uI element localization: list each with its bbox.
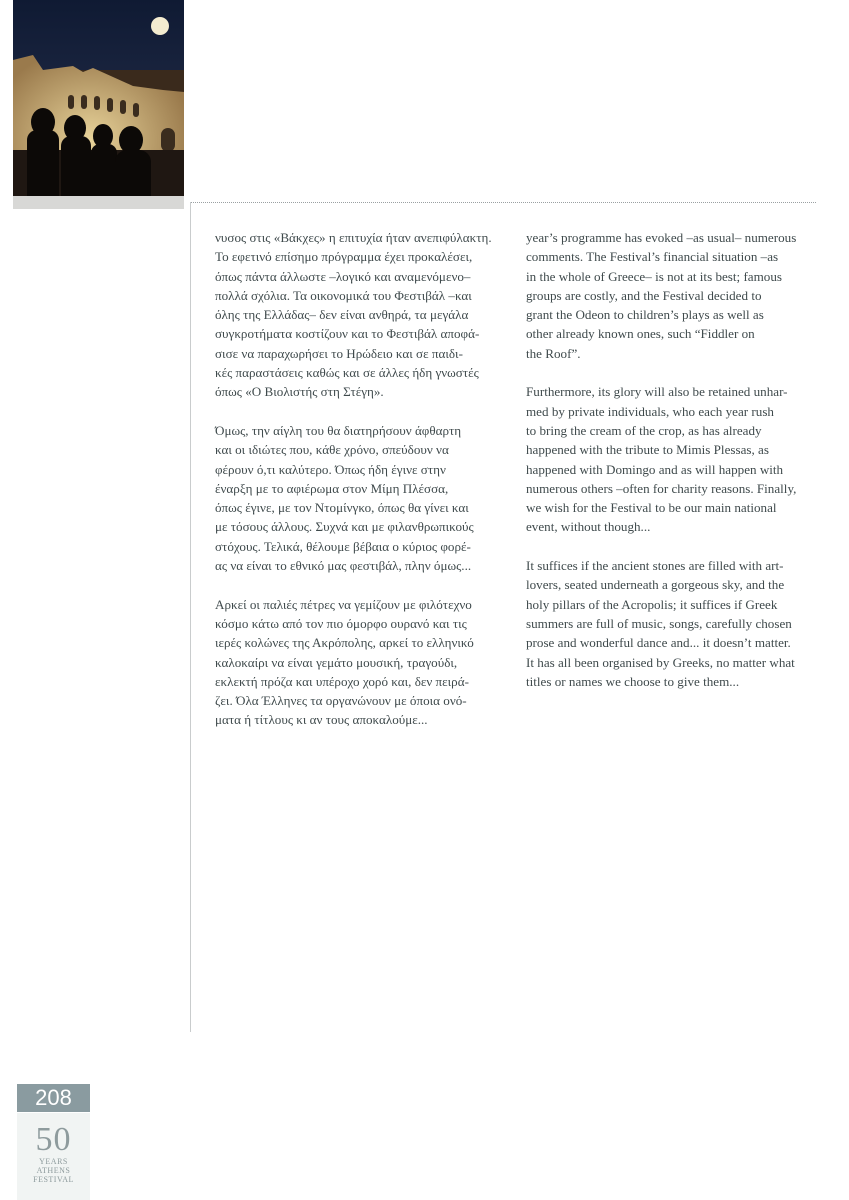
text-line: in the whole of Greece– is not at its best; famous — [526, 268, 782, 284]
page-number: 208 — [17, 1084, 90, 1112]
logo-line-festival: FESTIVAL — [33, 1175, 74, 1184]
text-line: holy pillars of the Acropolis; it suffices if Greek — [526, 596, 778, 612]
text-line: lovers, seated underneath a gorgeous sky, and the — [526, 577, 785, 593]
text-line: εκλεκτή πρόζα και υπέροχο χορό και, δεν πειρά- — [215, 673, 469, 689]
text-line: grant the Odeon to children’s plays as well as — [526, 307, 764, 323]
header-rule — [190, 202, 816, 203]
english-paragraph-3 — [526, 556, 818, 691]
text-line: καλοκαίρι να είναι γεμάτο μουσική, τραγούδι, — [215, 654, 458, 670]
text-line: prose and wonderful dance and... it doesn’t matter. — [526, 635, 791, 651]
greek-paragraph-3 — [215, 595, 513, 730]
text-line: happened with Domingo and as will happen with — [526, 461, 784, 477]
text-line: πολλά σχόλια. Τα οικονομικά του Φεστιβάλ –και — [215, 287, 472, 303]
text-line: κόσμο κάτω από τον πιο όμορφο ουρανό και τις — [215, 615, 467, 631]
text-line: the Roof”. — [526, 345, 581, 361]
logo-number: 50 — [35, 1121, 72, 1158]
text-line: Αρκεί οι παλιές πέτρες να γεμίζουν με φιλότεχνο — [215, 596, 472, 612]
text-line: και οι ιδιώτες που, κάθε χρόνο, σπεύδουν να — [215, 442, 449, 458]
text-line: όλης της Ελλάδας– δεν είναι ανθηρά, τα μεγάλα — [215, 307, 469, 323]
english-paragraph-2 — [526, 382, 818, 536]
greek-paragraph-1 — [215, 228, 513, 402]
greek-paragraph-2 — [215, 421, 513, 575]
text-line: groups are costly, and the Festival decided to — [526, 287, 762, 303]
text-line: It suffices if the ancient stones are filled with art- — [526, 558, 784, 574]
logo-line-years: YEARS — [39, 1157, 68, 1166]
text-line: ματα ή τίτλους κι αν τους αποκαλούμε... — [215, 712, 428, 728]
text-line: όπως έγινε, με τον Ντομίνγκο, όπως θα γίνει και — [215, 500, 469, 516]
text-line: φέρουν ό,τι καλύτερο. Όπως ήδη έγινε στην — [215, 461, 446, 477]
column-divider — [190, 202, 191, 1032]
text-line: happened with the tribute to Mimis Plessas, as — [526, 442, 769, 458]
text-line: numerous others –often for charity reasons. Finally, — [526, 480, 797, 496]
text-line: κές παραστάσεις καθώς και σε άλλες ήδη γνωστές — [215, 365, 479, 381]
text-line: we wish for the Festival to be our main national — [526, 500, 777, 516]
text-line: νυσος στις «Βάκχες» η επιτυχία ήταν ανεπιφύλακτη. — [215, 230, 492, 245]
text-line: όπως πάντα άλλωστε –λογικό και αναμενόμενο– — [215, 268, 471, 284]
english-column — [526, 228, 818, 710]
text-line: στόχους. Τελικά, θέλουμε βέβαια ο κύριος φορέ- — [215, 538, 471, 554]
text-line: ζει. Όλα Έλληνες τα οργανώνουν με όποια ονό- — [215, 693, 467, 709]
text-line: other already known ones, such “Fiddler on — [526, 326, 755, 342]
text-line: Όμως, την αίγλη του θα διατηρήσουν άφθαρτη — [215, 422, 462, 438]
text-line: σισε να παραχωρήσει το Ηρώδειο και σε παιδι- — [215, 345, 463, 361]
text-line: year’s programme has evoked –as usual– numerous — [526, 230, 797, 245]
english-paragraph-1 — [526, 228, 818, 363]
text-line: έναρξη με το αφιέρωμα στον Μίμη Πλέσσα, — [215, 480, 449, 496]
text-line: med by private individuals, who each year rush — [526, 403, 774, 419]
text-line: ιερές κολώνες της Ακρόπολης, αρκεί το ελληνικό — [215, 635, 474, 651]
text-line: ας να είναι το εθνικό μας φεστιβάλ, πλην όμως... — [215, 558, 472, 574]
text-line: όπως «Ο Βιολιστής στη Στέγη». — [215, 384, 384, 400]
text-line: to bring the cream of the crop, as has already — [526, 422, 762, 438]
festival-logo — [17, 1113, 90, 1200]
logo-line-athens: ATHENS — [36, 1166, 71, 1175]
odeon-night-photo — [13, 0, 184, 209]
text-line: Furthermore, its glory will also be retained unhar- — [526, 384, 788, 400]
text-line: Το εφετινό επίσημο πρόγραμμα έχει προκαλέσει, — [215, 249, 473, 265]
text-line: με τόσους άλλους. Συχνά και με φιλανθρωπικούς — [215, 519, 474, 535]
greek-column — [215, 228, 513, 749]
text-line: titles or names we choose to give them... — [526, 673, 740, 689]
text-line: συγκροτήματα κοστίζουν και το Φεστιβάλ αποφά- — [215, 326, 480, 342]
text-line: It has all been organised by Greeks, no matter what — [526, 654, 795, 670]
text-line: summers are full of music, songs, carefully chosen — [526, 615, 792, 631]
text-line: event, without though... — [526, 519, 651, 535]
text-line: comments. The Festival’s financial situation –as — [526, 249, 779, 265]
